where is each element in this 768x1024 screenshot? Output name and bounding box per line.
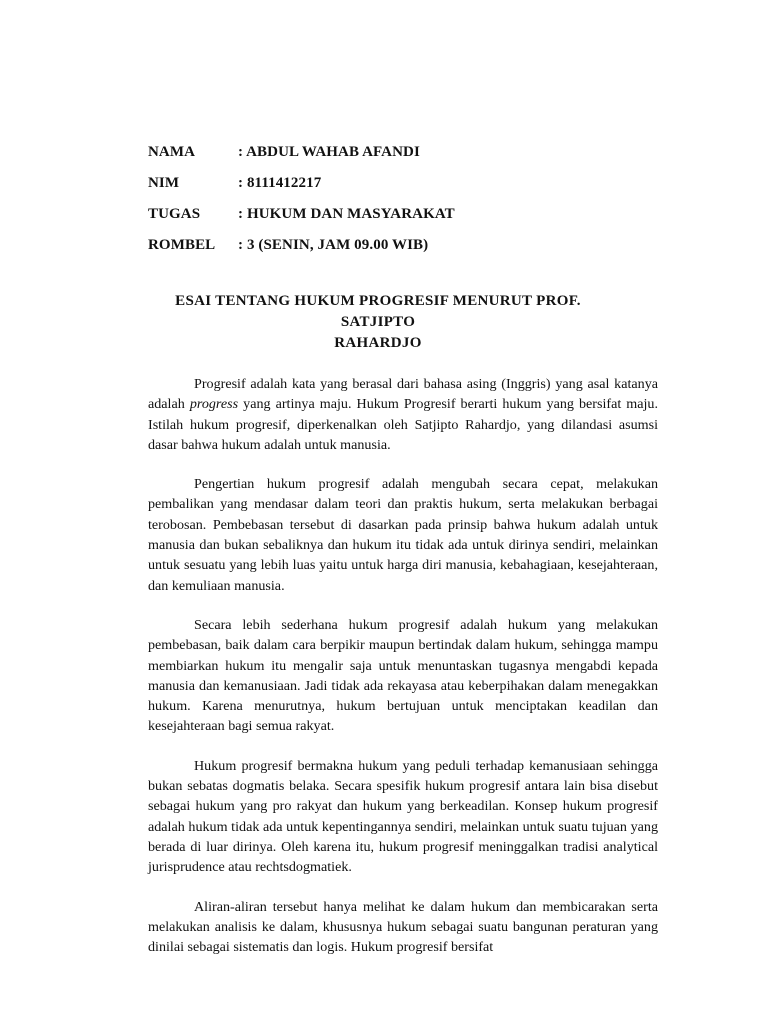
paragraph-2: Pengertian hukum progresif adalah mengubah secara cepat, melakukan pembalikan yang mendasar dalam teori dan praktis hukum, serta melakukan berbagai terobosan. Pembebasan tersebut di dasarkan pada prinsip bahwa hukum adalah untuk manusia dan bukan sebaliknya dan hukum itu tidak ada untuk dirinya sendiri, melainkan untuk sesuatu yang lebih luas yaitu untuk harga diri manusia, kebahagiaan, kesejahteraan, dan kemuliaan manusia.: [148, 476, 658, 594]
info-value-nama: : ABDUL WAHAB AFANDI: [238, 144, 420, 160]
essay-title-line-1: ESAI TENTANG HUKUM PROGRESIF MENURUT PROF. SATJIPTO: [175, 293, 581, 330]
paragraph-1-italic-term: progress: [189, 396, 239, 413]
info-label-nim: NIM: [148, 175, 180, 191]
paragraph-1-part-b: yang artinya maju. Hukum Progresif berarti hukum yang bersifat maju. Istilah hukum progresif, diperkenalkan oleh Satjipto Rahardjo, yang dilandasi asumsi dasar bahwa hukum adalah untuk manusia.: [148, 396, 658, 453]
essay-title: [148, 291, 608, 354]
info-value-rombel: : 3 (SENIN, JAM 09.00 WIB): [238, 237, 429, 253]
info-label-tugas: TUGAS: [148, 206, 201, 222]
paragraph-4: Hukum progresif bermakna hukum yang peduli terhadap kemanusiaan sehingga bukan sebatas dogmatis belaka. Secara spesifik hukum progresif antara lain bisa disebut sebagai hukum yang pro rakyat dan hukum yang berkeadilan. Konsep hukum progresif adalah hukum tidak ada untuk kepentingannya sendiri, melainkan untuk suatu tujuan yang berada di luar dirinya. Oleh karena itu, hukum progresif meninggalkan tradisi analytical jurisprudence atau rechtsdogmatiek.: [148, 757, 658, 876]
paragraph-3: Secara lebih sederhana hukum progresif adalah hukum yang melakukan pembebasan, baik dalam cara berpikir maupun bertindak dalam hukum, sehingga mampu membiarkan hukum itu mengalir saja untuk menuntaskan tugasnya mengabdi kepada manusia dan kemanusiaan. Jadi tidak ada rekayasa atau keberpihakan dalam menegakkan hukum. Karena menurutnya, hukum bertujuan untuk menciptakan keadilan dan kesejahteraan bagi semua rakyat.: [148, 616, 658, 735]
info-label-nama: NAMA: [148, 144, 196, 160]
student-info-table: [148, 137, 455, 261]
paragraph-1-part-a: Progresif adalah kata yang berasal dari bahasa asing (Inggris) yang asal katanya adalah: [148, 376, 658, 413]
paragraph-1: [148, 374, 658, 455]
info-row-tugas: [148, 199, 455, 230]
info-row-nama: [148, 137, 455, 168]
info-value-tugas: : HUKUM DAN MASYARAKAT: [238, 206, 455, 222]
paragraph-5: Aliran-aliran tersebut hanya melihat ke dalam hukum dan membicarakan serta melakukan analisis ke dalam, khususnya hukum sebagai suatu bangunan peraturan yang dinilai sebagai sistematis dan logis. Hukum progresif bersifat: [148, 898, 658, 956]
essay-body: [148, 374, 658, 957]
essay-title-line-2: RAHARDJO: [334, 335, 422, 351]
info-label-rombel: ROMBEL: [148, 237, 216, 253]
info-row-rombel: [148, 230, 455, 261]
info-row-nim: [148, 168, 455, 199]
info-value-nim: : 8111412217: [238, 175, 322, 191]
